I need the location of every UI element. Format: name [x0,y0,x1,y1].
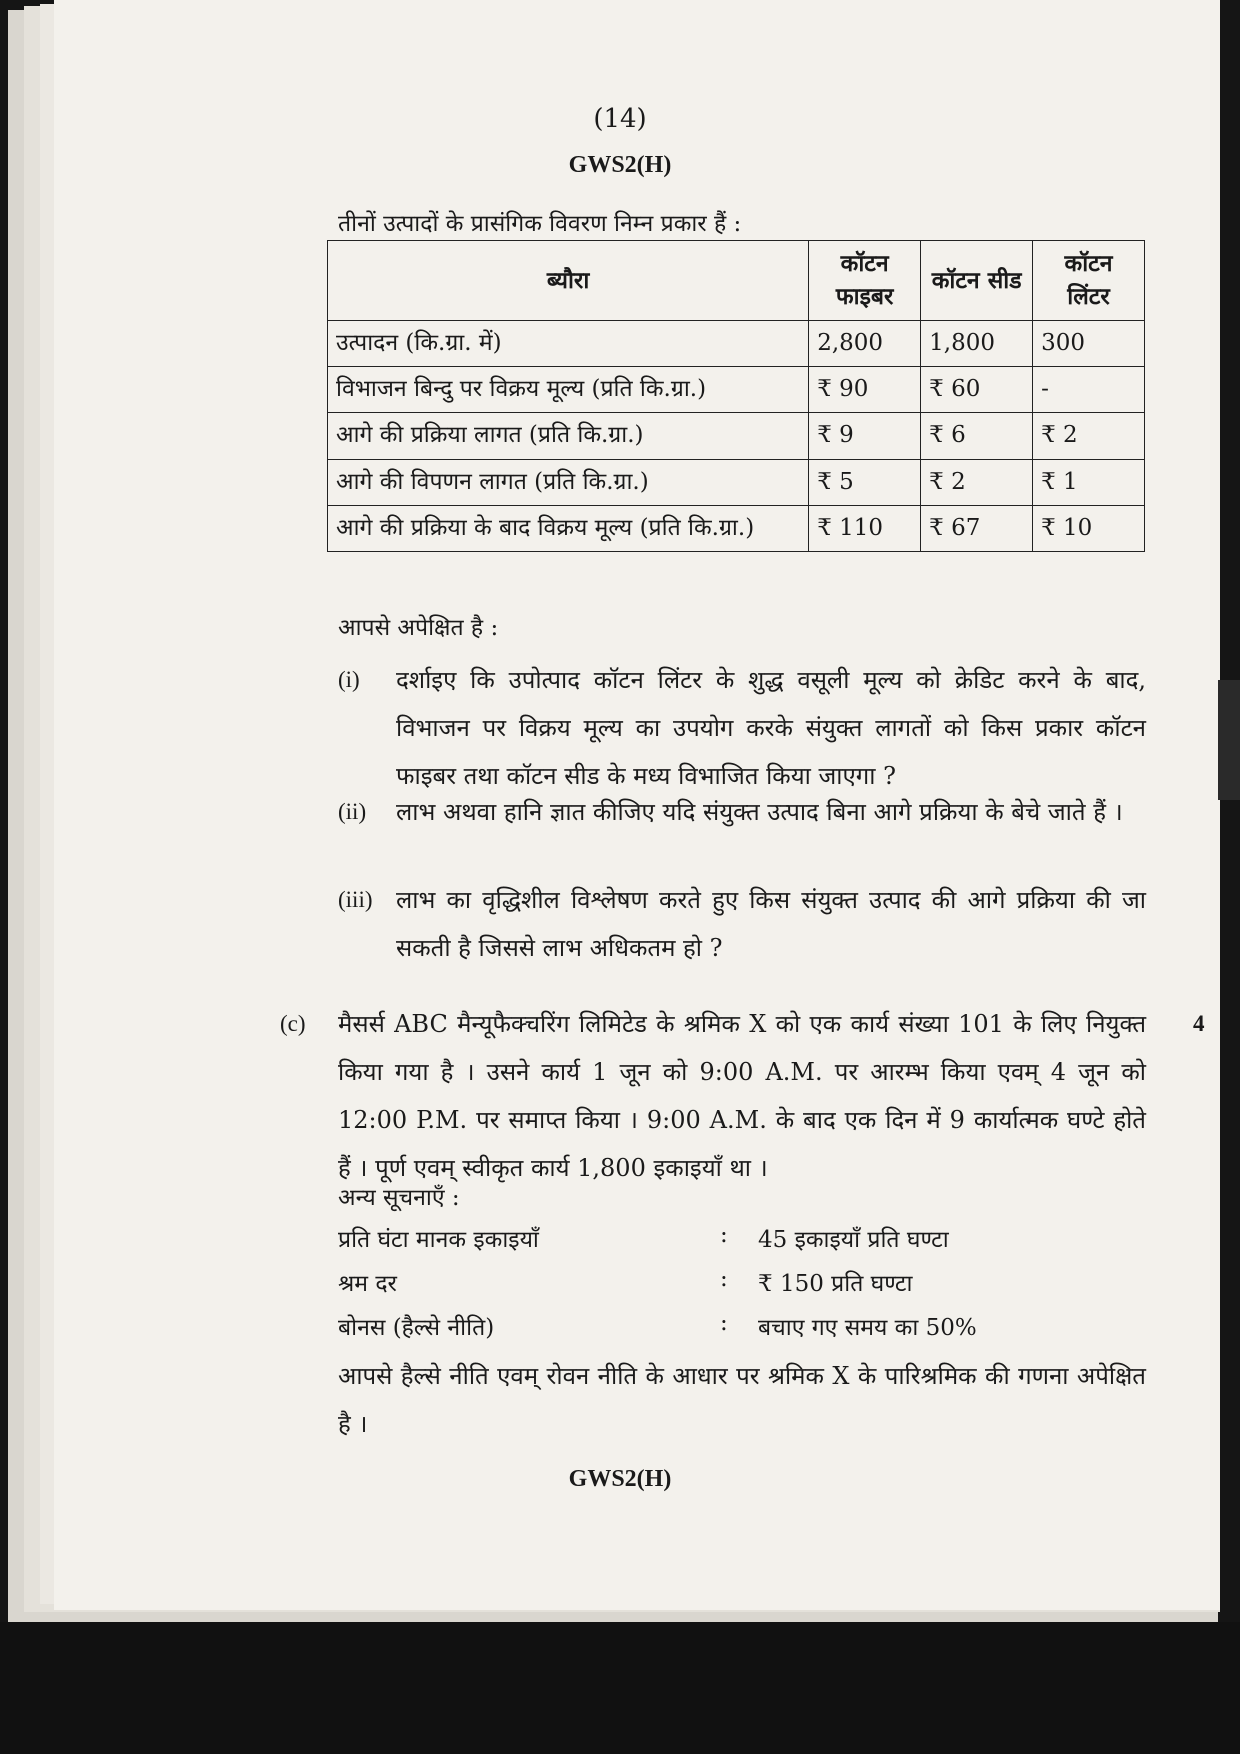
intro-text: तीनों उत्पादों के प्रासंगिक विवरण निम्न प्रकार हैं : [338,211,742,237]
table-row [328,367,1145,413]
table-cell: ₹ 9 [809,413,921,459]
table-cell: विभाजन बिन्दु पर विक्रय मूल्य (प्रति कि.ग्रा.) [328,367,809,413]
table-cell: ₹ 2 [1033,413,1145,459]
info-separator: : [720,1266,728,1292]
binder-clip-edge [1218,680,1240,800]
table-header-cell: ब्यौरा [328,241,809,321]
sub-question-text: दर्शाइए कि उपोत्पाद कॉटन लिंटर के शुद्ध वसूली मूल्य को क्रेडिट करने के बाद, विभाजन पर विक्रय मूल्य का उपयोग करके संयुक्त लागतों को किस प्रकार कॉटन फाइबर तथा कॉटन सीड के मध्य विभाजित किया जाएगा ? [396,666,1146,790]
info-label: श्रम दर [338,1271,397,1297]
info-row [338,1310,1038,1350]
marks: 4 [1193,1011,1205,1036]
sub-question-number: (i) [338,667,360,692]
info-value: बचाए गए समय का 50% [758,1315,977,1341]
table-cell: - [1033,367,1145,413]
question-text: मैसर्स ABC मैन्यूफैक्चरिंग लिमिटेड के श्रमिक X को एक कार्य संख्या 101 के लिए नियुक्त किया गया है । उसने कार्य 1 जून को 9:00 A.M. पर आरम्भ किया एवम् 4 जून को 12:00 P.M. पर समाप्त किया । 9:00 A.M. के बाद एक दिन में 9 कार्यात्मक घण्टे होते हैं । पूर्ण एवम् स्वीकृत कार्य 1,800 इकाइयाँ था । [338,1010,1146,1182]
other-info-label: अन्य सूचनाएँ : [338,1185,460,1211]
table-cell: आगे की प्रक्रिया के बाद विक्रय मूल्य (प्रति कि.ग्रा.) [328,506,809,552]
table-cell: उत्पादन (कि.ग्रा. में) [328,320,809,366]
table-cell: 1,800 [921,320,1033,366]
closing-instruction: आपसे हैल्से नीति एवम् रोवन नीति के आधार पर श्रमिक X के पारिश्रमिक की गणना अपेक्षित है । [338,1362,1146,1438]
table-cell: ₹ 10 [1033,506,1145,552]
table-header-row [328,241,1145,321]
table-row [328,459,1145,505]
sub-question-text: लाभ अथवा हानि ज्ञात कीजिए यदि संयुक्त उत्पाद बिना आगे प्रक्रिया के बेचे जाते हैं । [396,798,1123,826]
info-row [338,1266,1038,1306]
product-details-table [327,240,1145,552]
question-number: (c) [280,1011,306,1036]
sub-question-text: लाभ का वृद्धिशील विश्लेषण करते हुए किस संयुक्त उत्पाद की आगे प्रक्रिया की जा सकती है जिससे लाभ अधिकतम हो ? [396,886,1146,962]
table-cell: ₹ 90 [809,367,921,413]
sub-question-number: (iii) [338,887,373,912]
info-separator: : [720,1310,728,1336]
table-cell: ₹ 67 [921,506,1033,552]
table-row [328,506,1145,552]
table-cell: 2,800 [809,320,921,366]
paper-code-header: GWS2(H) [568,152,672,178]
table-header-cell: कॉटन सीड [921,241,1033,321]
info-value: 45 इकाइयाँ प्रति घण्टा [758,1227,949,1253]
table-cell: 300 [1033,320,1145,366]
info-separator: : [720,1222,728,1248]
table-cell: ₹ 60 [921,367,1033,413]
info-label: प्रति घंटा मानक इकाइयाँ [338,1227,539,1253]
table-row [328,413,1145,459]
paper-code-footer: GWS2(H) [568,1466,672,1492]
info-row [338,1222,1038,1262]
table-header-cell: कॉटन लिंटर [1033,241,1145,321]
required-label: आपसे अपेक्षित है : [338,615,499,641]
table-cell: ₹ 110 [809,506,921,552]
info-value: ₹ 150 प्रति घण्टा [758,1271,913,1297]
info-label: बोनस (हैल्से नीति) [338,1315,495,1341]
sub-question-number: (ii) [338,799,367,824]
page-number: (14) [593,104,647,134]
table-cell: ₹ 2 [921,459,1033,505]
table-row [328,320,1145,366]
table-cell: आगे की विपणन लागत (प्रति कि.ग्रा.) [328,459,809,505]
scanner-background [0,1622,1240,1754]
table-cell: ₹ 1 [1033,459,1145,505]
table-header-cell: कॉटन फाइबर [809,241,921,321]
table-cell: ₹ 6 [921,413,1033,459]
table-cell: आगे की प्रक्रिया लागत (प्रति कि.ग्रा.) [328,413,809,459]
table-cell: ₹ 5 [809,459,921,505]
